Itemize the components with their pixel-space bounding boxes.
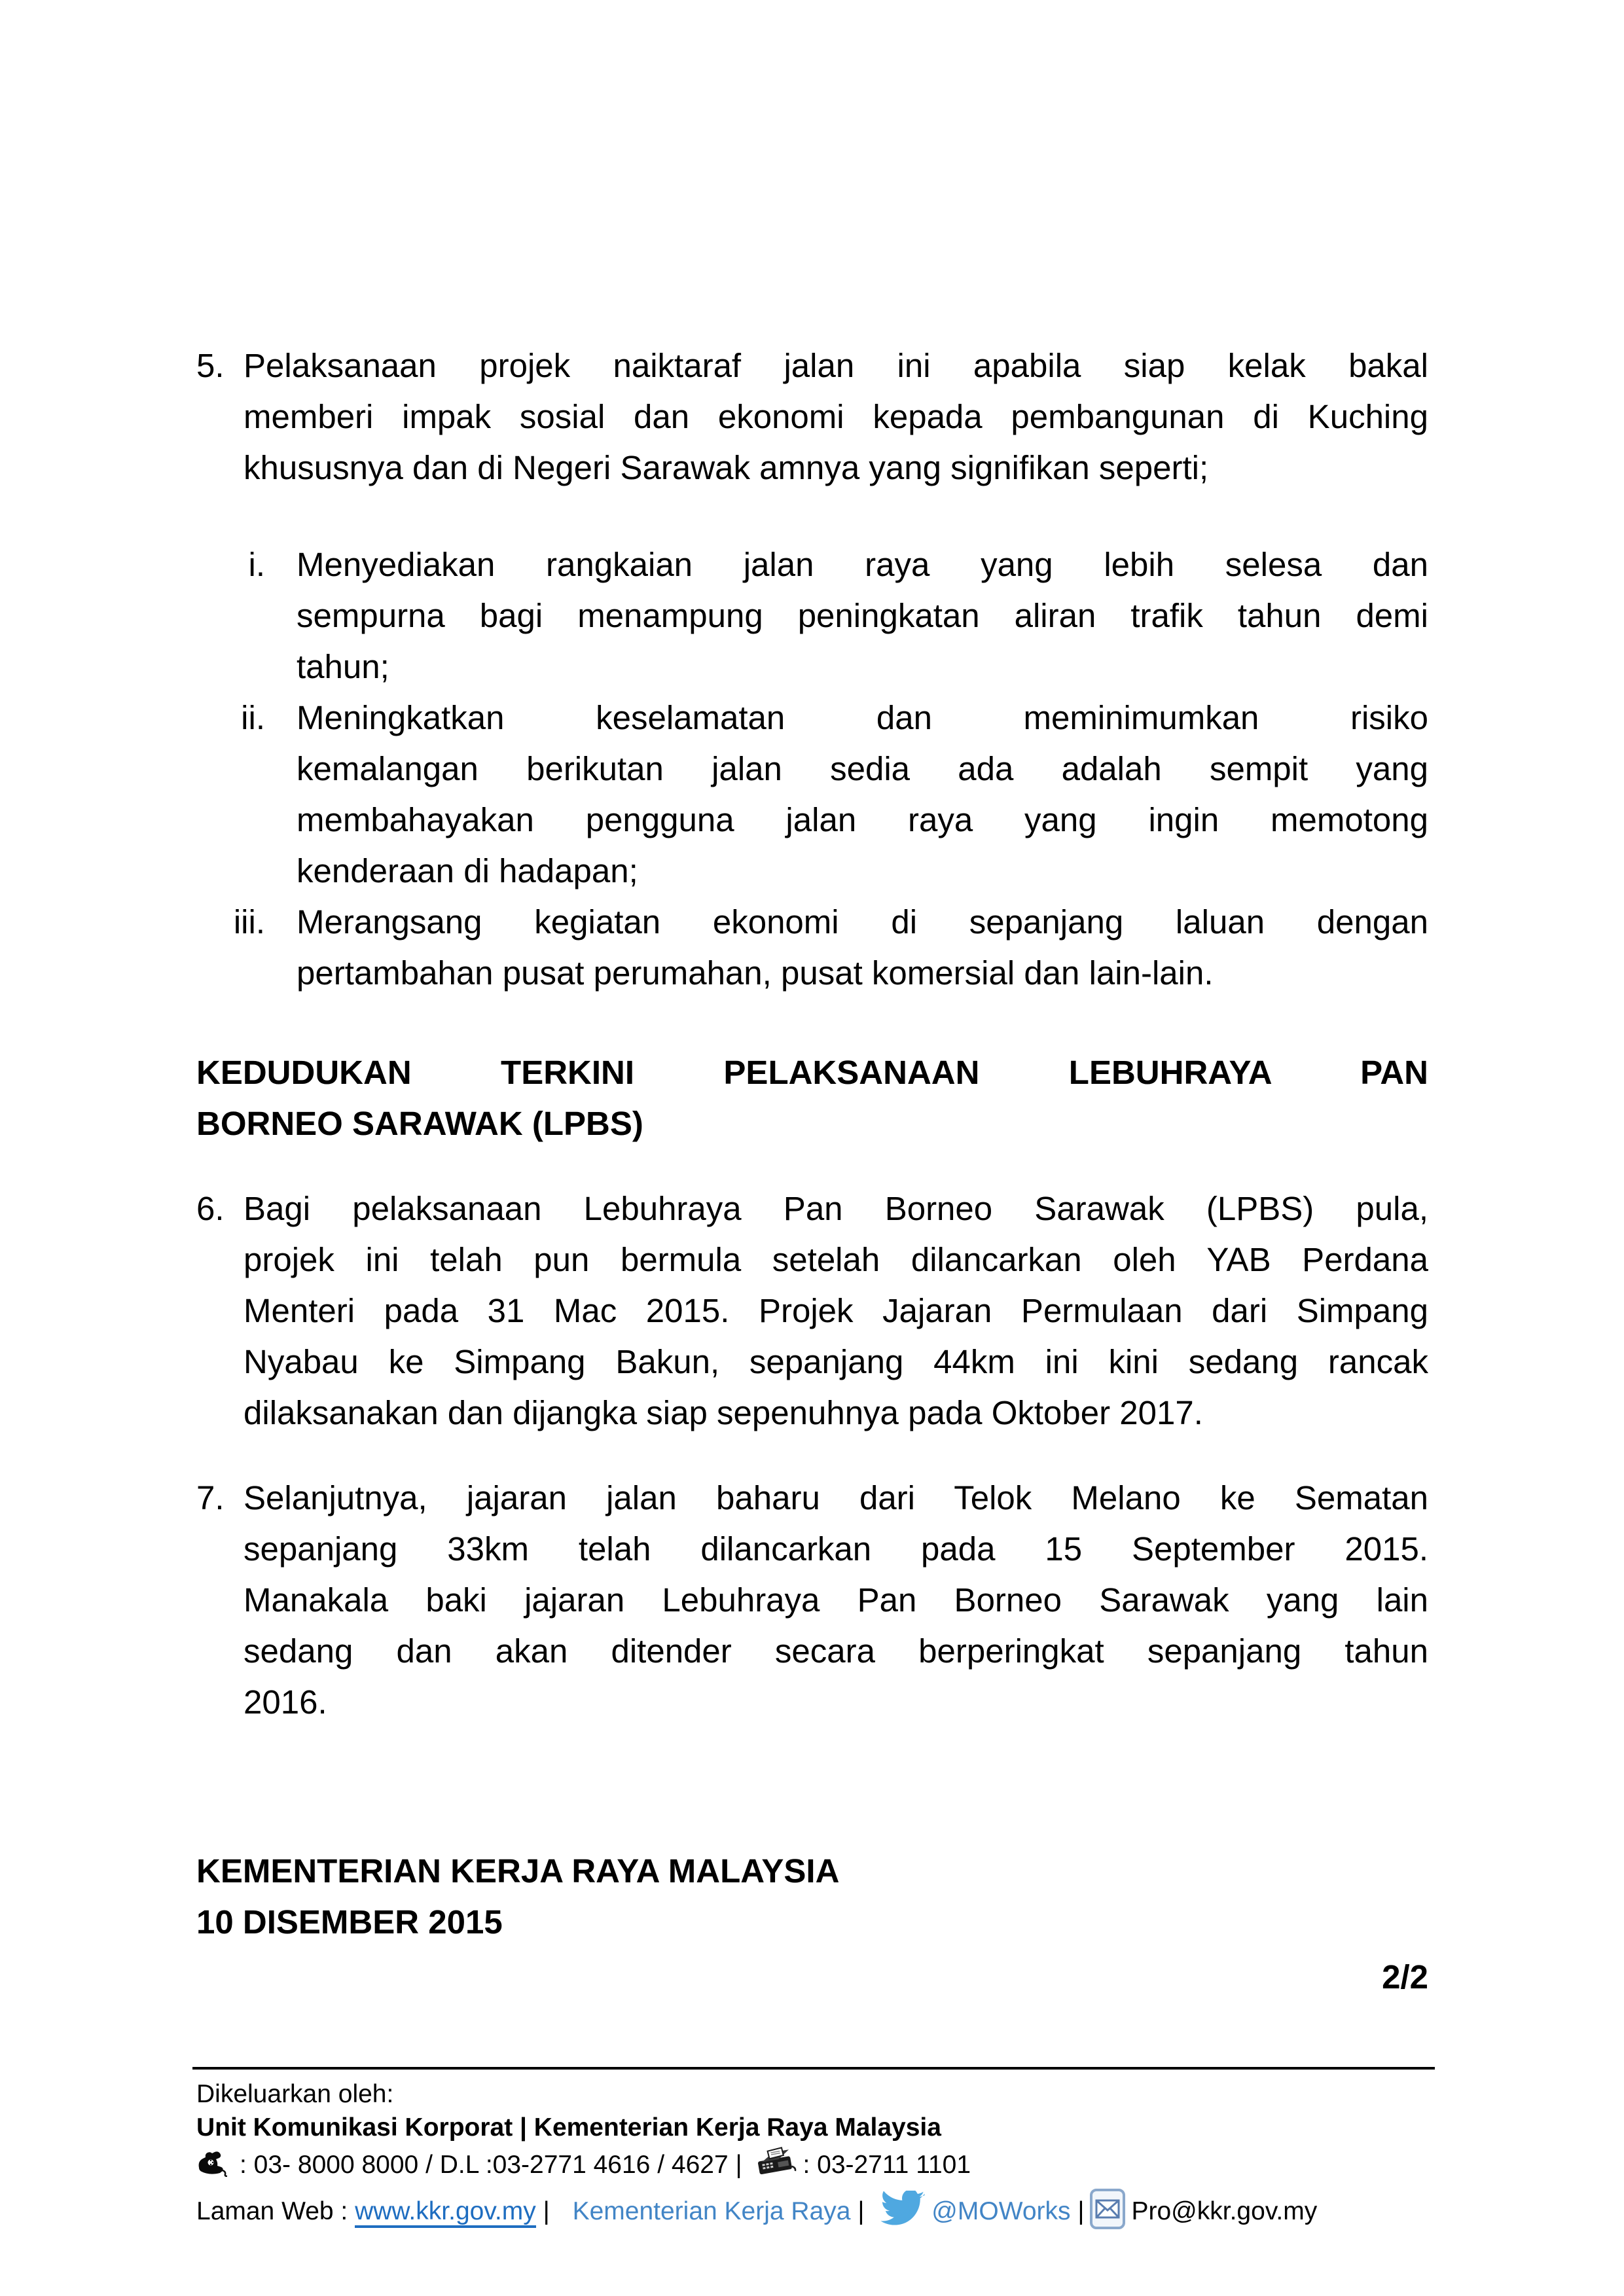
text-line: pertambahan pusat perumahan, pusat komersial dan lain-lain.: [297, 954, 1214, 992]
text-line: Manakala baki jajaran Lebuhraya Pan Borneo Sarawak yang lain: [244, 1581, 1428, 1619]
phone-number-text: : 03- 8000 8000 / D.L :03-2771 4616 / 4627 |: [240, 2151, 742, 2179]
text-line: membahayakan pengguna jalan raya yang ingin memotong: [297, 801, 1428, 838]
facebook-link[interactable]: Kementerian Kerja Raya: [572, 2197, 851, 2225]
text-line: dilaksanakan dan dijangka siap sepenuhnya pada Oktober 2017.: [244, 1394, 1203, 1431]
text-line: kenderaan di hadapan;: [297, 852, 638, 889]
fax-number-text: : 03-2711 1101: [803, 2151, 971, 2179]
footer-phone-line: [192, 2144, 1435, 2188]
document-body: [196, 0, 1428, 2003]
paragraph-6-number: 6.: [196, 1190, 225, 1227]
text-line: Menyediakan rangkaian jalan raya yang lebih selesa dan: [297, 546, 1428, 583]
text-line: sedang dan akan ditender secara berperingkat sepanjang tahun: [244, 1632, 1428, 1670]
text-line: Bagi pelaksanaan Lebuhraya Pan Borneo Sarawak (LPBS) pula,: [244, 1190, 1428, 1227]
paragraph-5-number: 5.: [196, 347, 225, 384]
text-line: kemalangan berikutan jalan sedia ada adalah sempit yang: [297, 750, 1428, 787]
text-line: khususnya dan di Negeri Sarawak amnya yang signifikan seperti;: [244, 449, 1209, 486]
signature-date: 10 DISEMBER 2015: [196, 1903, 503, 1941]
paragraph-5: [196, 340, 1428, 493]
paragraph-7: [196, 1473, 1428, 1728]
twitter-link[interactable]: @MOWorks: [931, 2197, 1071, 2225]
text-line: tahun;: [297, 648, 389, 685]
text-line: sepanjang 33km telah dilancarkan pada 15 September 2015.: [244, 1530, 1428, 1568]
text-line: Pelaksanaan projek naiktaraf jalan ini apabila siap kelak bakal: [244, 347, 1428, 384]
fax-icon: [753, 2144, 799, 2188]
twitter-icon[interactable]: [880, 2191, 925, 2236]
text-line: memberi impak sosial dan ekonomi kepada pembangunan di Kuching: [244, 398, 1428, 435]
telephone-icon: [196, 2148, 230, 2185]
text-line: 2016.: [244, 1683, 327, 1721]
separator: |: [1077, 2197, 1085, 2225]
text-line: Merangsang kegiatan ekonomi di sepanjang laluan dengan: [297, 903, 1428, 941]
footer-web-line: [192, 2188, 1435, 2238]
website-link[interactable]: www.kkr.gov.my: [355, 2197, 536, 2228]
web-label: Laman Web :: [196, 2197, 348, 2225]
issued-by: Unit Komunikasi Korporat | Kementerian Kerja Raya Malaysia: [196, 2113, 941, 2142]
paragraph-7-number: 7.: [196, 1479, 225, 1516]
section-heading: [196, 1047, 1428, 1149]
heading-line: BORNEO SARAWAK (LPBS): [196, 1105, 643, 1142]
list-item-i: [196, 539, 1428, 692]
list-item-ii: [196, 692, 1428, 897]
email-icon: [1089, 2188, 1126, 2238]
signature-block: [196, 1846, 1428, 1948]
page-number: 2/2: [1382, 1958, 1428, 1996]
text-line: Nyabau ke Simpang Bakun, sepanjang 44km ini kini sedang rancak: [244, 1343, 1428, 1380]
separator: |: [857, 2197, 865, 2225]
footer-divider: [192, 2067, 1435, 2070]
text-line: sempurna bagi menampung peningkatan aliran trafik tahun demi: [297, 597, 1428, 634]
list-item-iii: [196, 897, 1428, 999]
list-item-ii-number: ii.: [241, 699, 265, 736]
list-item-i-number: i.: [248, 546, 265, 583]
paragraph-6: [196, 1183, 1428, 1439]
email-text: Pro@kkr.gov.my: [1131, 2197, 1318, 2225]
roman-list: [196, 539, 1428, 999]
signature-org: KEMENTERIAN KERJA RAYA MALAYSIA: [196, 1852, 840, 1890]
separator: |: [543, 2197, 550, 2225]
list-item-iii-number: iii.: [233, 903, 265, 941]
page-footer: [192, 2067, 1435, 2238]
text-line: Selanjutnya, jajaran jalan baharu dari Telok Melano ke Sematan: [244, 1479, 1428, 1516]
heading-line: KEDUDUKAN TERKINI PELAKSANAAN LEBUHRAYA PAN: [196, 1054, 1428, 1091]
text-line: Meningkatkan keselamatan dan meminimumkan risiko: [297, 699, 1428, 736]
text-line: Menteri pada 31 Mac 2015. Projek Jajaran Permulaan dari Simpang: [244, 1292, 1428, 1329]
text-line: projek ini telah pun bermula setelah dilancarkan oleh YAB Perdana: [244, 1241, 1428, 1278]
issued-label: Dikeluarkan oleh:: [196, 2080, 394, 2108]
